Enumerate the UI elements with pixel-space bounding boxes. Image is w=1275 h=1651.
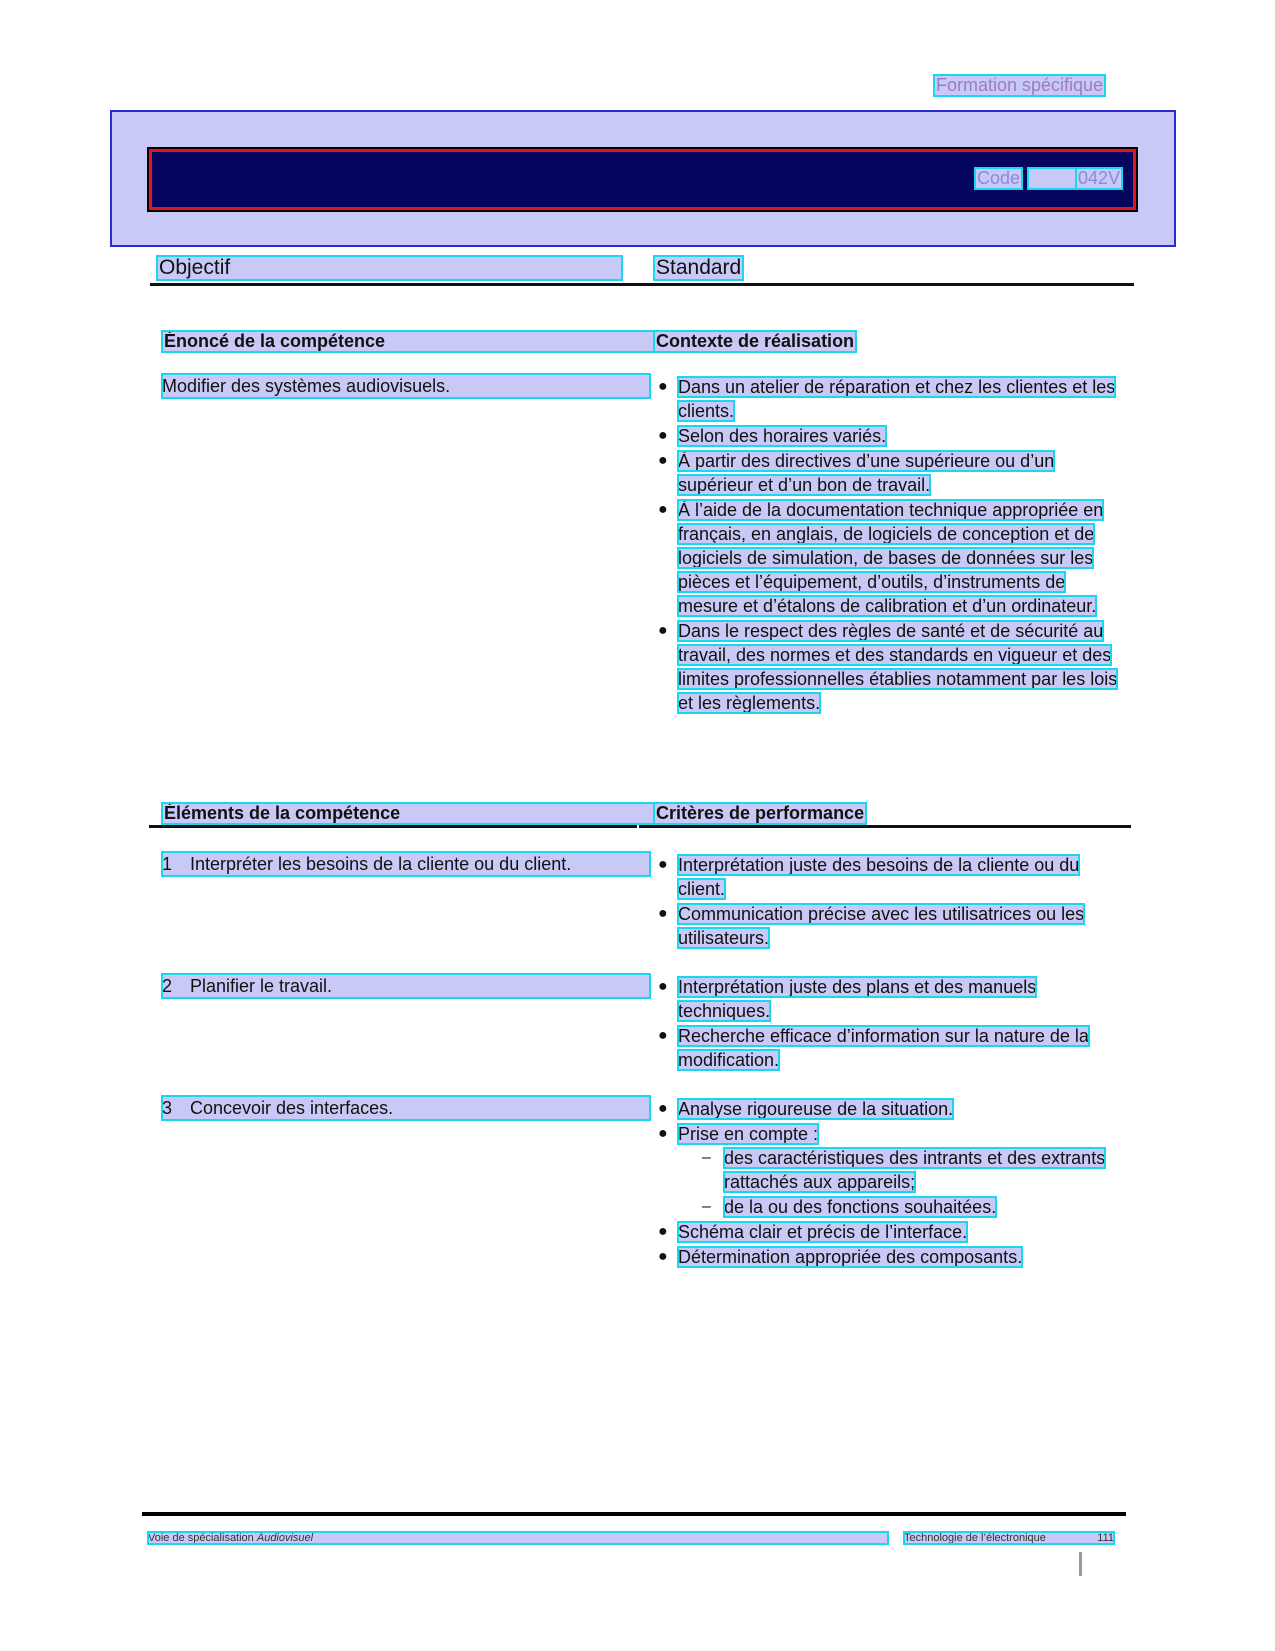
- list-item: ● Recherche efficace d’information sur la nature de la modification.: [658, 1026, 1089, 1070]
- objectif-label: Objectif: [157, 256, 622, 280]
- elements-heading: Éléments de la compétence: [162, 803, 654, 824]
- criterion: Analyse rigoureuse de la situation.: [678, 1099, 954, 1119]
- list-item: ● À l’aide de la documentation technique appropriée en français, en anglais, de logiciels de conception et de logiciels de simulation, de bases de données sur les pièces et l’équipement, d’outils, d’instruments de mesure et d’étalons de calibration et d’un ordinateur.: [658, 500, 1104, 616]
- list-item: – de la ou des fonctions souhaitées.: [702, 1197, 997, 1217]
- criteria-list-2: [654, 975, 1124, 1073]
- list-item: ● À partir des directives d’une supérieure ou d’un supérieur et d’un bon de travail.: [658, 451, 1055, 495]
- margin-marker: [1079, 1552, 1082, 1576]
- footer-rule: [142, 1512, 1126, 1516]
- criterion: Communication précise avec les utilisatrices ou les utilisateurs.: [678, 904, 1085, 948]
- footer-program: Technologie de l’électronique: [904, 1532, 1046, 1544]
- sub-criteria-list: [678, 1146, 1124, 1219]
- page-number: 111: [1097, 1532, 1114, 1544]
- list-item: ● Interprétation juste des plans et des manuels techniques.: [658, 977, 1037, 1021]
- element-number: 2: [162, 976, 173, 996]
- list-item: ● Dans le respect des règles de santé et de sécurité au travail, des normes et des standards en vigueur et des limites professionnelles établies notamment par les lois et les règlements.: [658, 621, 1118, 713]
- footer-voie: Voie de spécialisation: [148, 1532, 254, 1544]
- contexte-heading: Contexte de réalisation: [656, 331, 855, 351]
- element-row-1: [162, 852, 650, 876]
- sub-criterion: des caractéristiques des intrants et des extrants rattachés aux appareils;: [724, 1148, 1106, 1192]
- competency-code: [975, 168, 1122, 189]
- enonce-heading: Énoncé de la compétence: [162, 331, 654, 352]
- enonce-text: Modifier des systèmes audiovisuels.: [162, 374, 650, 398]
- list-item: – des caractéristiques des intrants et des extrants rattachés aux appareils;: [702, 1148, 1106, 1192]
- sub-criterion: de la ou des fonctions souhaitées.: [724, 1197, 997, 1217]
- list-item: ● Selon des horaires variés.: [658, 426, 887, 446]
- footer-specialisation: Audiovisuel: [256, 1532, 314, 1544]
- criteria-heading: Critères de performance: [656, 803, 865, 823]
- criteria-list-1: [654, 853, 1124, 951]
- list-item: ● Interprétation juste des besoins de la cliente ou du client.: [658, 855, 1080, 899]
- footer-left: [148, 1532, 888, 1544]
- list-item: ● Analyse rigoureuse de la situation.: [658, 1099, 954, 1119]
- criteria-list-3: [654, 1097, 1124, 1270]
- element-text: Planifier le travail.: [190, 976, 333, 996]
- contexte-item: Dans un atelier de réparation et chez les clientes et les clients.: [678, 377, 1116, 421]
- contexte-item: À partir des directives d’une supérieure ou d’un supérieur et d’un bon de travail.: [678, 451, 1055, 495]
- criterion: Prise en compte :: [678, 1124, 819, 1144]
- standard-label: Standard: [656, 256, 742, 279]
- criterion: Détermination appropriée des composants.: [678, 1247, 1023, 1267]
- element-number: 1: [162, 854, 173, 874]
- contexte-item: Selon des horaires variés.: [678, 426, 887, 446]
- footer-right: [904, 1532, 1114, 1544]
- list-item: ● Communication précise avec les utilisatrices ou les utilisateurs.: [658, 904, 1085, 948]
- criterion: Interprétation juste des plans et des manuels techniques.: [678, 977, 1037, 1021]
- criterion: Recherche efficace d’information sur la nature de la modification.: [678, 1026, 1089, 1070]
- elements-rule-left: [149, 825, 637, 828]
- list-item: ● Schéma clair et précis de l’interface.: [658, 1222, 968, 1242]
- contexte-item: À l’aide de la documentation technique appropriée en français, en anglais, de logiciels de conception et de logiciels de simulation, de bases de données sur les pièces et l’équipement, d’outils, d’instruments de mesure et d’étalons de calibration et d’un ordinateur.: [678, 500, 1104, 616]
- criterion: Schéma clair et précis de l’interface.: [678, 1222, 968, 1242]
- contexte-item: Dans le respect des règles de santé et de sécurité au travail, des normes et des standards en vigueur et des limites professionnelles établies notamment par les lois et les règlements.: [678, 621, 1118, 713]
- element-row-3: [162, 1096, 650, 1120]
- criterion: Interprétation juste des besoins de la cliente ou du client.: [678, 855, 1080, 899]
- list-item: ● Prise en compte : – des caractéristiques des intrants et des extrants rattachés aux appareils; – de la ou des fonctions souhaitées.: [654, 1122, 1124, 1219]
- elements-rule-right: [639, 825, 1131, 828]
- section-rule: [150, 283, 1134, 286]
- running-title: Formation spécifique: [936, 75, 1104, 95]
- element-text: Concevoir des interfaces.: [190, 1098, 394, 1118]
- element-number: 3: [162, 1098, 173, 1118]
- element-row-2: [162, 974, 650, 998]
- code-label: Code: [977, 168, 1021, 188]
- contexte-list: [654, 375, 1124, 716]
- element-text: Interpréter les besoins de la cliente ou du client.: [190, 854, 572, 874]
- code-value: 042V: [1078, 168, 1121, 188]
- list-item: ● Détermination appropriée des composants.: [658, 1247, 1023, 1267]
- code-spacer: [1028, 168, 1076, 189]
- list-item: ● Dans un atelier de réparation et chez les clientes et les clients.: [658, 377, 1116, 421]
